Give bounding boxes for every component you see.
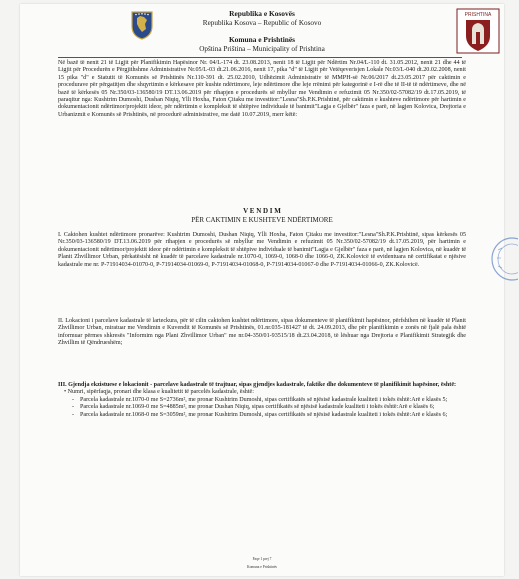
republic-title: Republika e Kosovës (229, 9, 295, 18)
stamp-icon (488, 236, 518, 282)
document-page (20, 4, 504, 576)
parcel-list (58, 397, 466, 419)
municipality-subtitle: Opština Priština – Municipality of Prishtina (199, 45, 325, 53)
decision-title: V E N D I M (243, 207, 281, 215)
footer-org: Komuna e Prishtinës (247, 565, 277, 569)
section-3-bullet: • Numri, sipërfaqja, pronari dhe klasa e kualitetit të parcelës kadastrale, është: (64, 389, 254, 396)
svg-text:PRISHTINA: PRISHTINA (464, 12, 492, 18)
header-rule (58, 57, 462, 58)
decision-subtitle: PËR CAKTIMIN E KUSHTEVE NDËRTIMORE (191, 216, 333, 224)
prishtina-logo (456, 8, 500, 54)
section-1: I. Caktohen kushtet ndërtimore pronarëve: Kushtrim Dumoshi, Dushan Niqiq, Ylli Hoxha, Faton Çitaku me investitor:"Lesna"Sh.P.K.Prishtinë, sipas kërkesës 05 Nr.350/03-136580/19 DT.13.06.2019 për rihapjen e procedurës së mbyllur me Vendimin e refuzimit 05 Nr.350/02-57082/19 dt.17.05.2019, për hartimin e dokumentacionit ndërtimor/projektit ideor për ndërtimin e kompleksit të shtëpive individuale të banimit"Lagja e Gjelbër" faza e parë, në lagjen Kolovica, në kuadër të Planit Zhvillimor Urban, përkatësisht në kuadër të parcelave kadastrale nr.1070-0, 1069-0, 1068-0 dhe 1066-0, ZK.Kolovicë të evidentuara në certifikatat e njësive kadastrale me nr. P-71914034-01070-0, P-71914034-01069-0, P-71914034-01068-0, P-71914034-01067-0 dhe P-71914034-01066-0, ZK.Kolovicë. (58, 232, 466, 268)
page-number: Faqe 1 prej 7 (252, 557, 272, 561)
section-3 (58, 382, 466, 419)
republic-subtitle: Republika Kosova – Republic of Kosovo (202, 19, 322, 27)
section-2: II. Lokacioni i parcelave kadastrale të larteckura, për të cilin caktohen kushtet ndërtimore, sipas dokumenteve të planifikimit hapësinor, përfshihen në kuadër të Planit Zhvillimor Urban, miratuar me Vendimin e Kuvendit të Komunës së Prishtinës, 01.nr.035-181427 të dt. 24.09.2013, dhe për planifikimin e zonës në fjalë pala është informuar përmes shkresës "Informim nga Plani Zhvillimor Urban" me nr.04-350/01-93515/18 dt.23.04.2018, të lëshuar nga Drejtoria e Planifikimit Strategjik dhe Zhvillim të Qëndrueshëm; (58, 318, 466, 347)
list-item: - Parcela kadastrale nr.1068-0 me S=3059m², me pronar Kushtrim Dumoshi, sipas certifikatës së njësisë kadastrale kualiteti i tokës është:Arë e klasës 6; (80, 412, 466, 419)
section-3-heading: III. Gjendja ekzistuese e lokacionit - parcelave kadastrale të trajtuar, sipas gjendjes kadastrale, faktike dhe dokumenteve të planifikimit hapësinor, është: (58, 382, 457, 388)
list-item: - Parcela kadastrale nr.1069-0 me S=4885m², me pronar Dushan Niqiq, sipas certifikatës së njësisë kadastrale kualiteti i tokës është:Arë e klasës 6; (80, 404, 466, 411)
municipality-title: Komuna e Prishtinës (228, 35, 296, 44)
preamble-paragraph: Në bazë të nenit 21 të Ligjit për Planifikimin Hapësinor Nr. 04/L-174 dt. 23.08.2013, nenit 18 të Ligjit për Ndërtim Nr.04/L-110 dt. 31.05.2012, nenit 21 dhe 44 të Ligjit për Procedurën e Përgjithshme Administrative Nr.05/L-03 dt.21.06.2016, nenit 17, pika "d" të Ligjit për Vetëqeverisjen Lokale Nr.03/L-040 dt.20.02.2008, nenit 15 pika "d" e Statutit të Komunës së Prishtinës Nr.110-391 dt. 25.02.2010, Udhëzimit Administrativ të MMPH-së Nr.06/2017 dt.23.05.2017 për caktimin e procedurave për përgatitjen dhe shqyrtimin e kërkesave për kushte ndërtimore, leje ndërtimore dhe leje rrënimi për kategorinë e I-rë dhe të II-të të ndërtimeve, dhe në bazë të kërkesës 05 Nr.350/03-136580/19 DT.13.06.2019 për rihapjen e procedurës së mbyllur me Vendimin e refuzimit 05 Nr.350/02-57082/19 dt.17.05.2019, të paraqitur nga: Kushtrim Dumoshi, Dushan Niqiq, Ylli Hoxha, Faton Çitaku me investitor:"Lesna"Sh.P.K.Prishtinë, për caktimin e kushteve ndërtimore për hartimin e dokumentacionit ndërtimor/projektit ideor, për ndërtimin e kompleksit të shtëpive individuale të banimit"Lagja e Gjelbër" faza e parë, në lagjen Kolovica, Drejtoria e Urbanizmit e Komunës së Prishtinës, në procedurë administrative, me datë 10.07.2019, merr këtë: (58, 60, 466, 118)
list-item: - Parcela kadastrale nr.1070-0 me S=2736m², me pronar Kushtrim Dumoshi, sipas certifikatës së njësisë kadastrale kualiteti i tokës është:Arë e klasës 5; (80, 397, 466, 404)
